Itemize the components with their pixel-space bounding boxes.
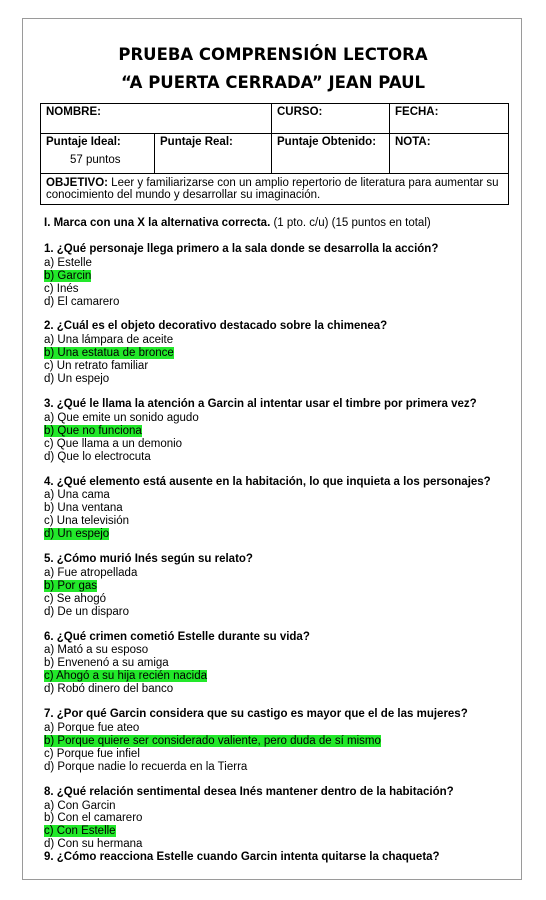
question-2 <box>44 320 514 386</box>
answer-option-text: d) Robó dinero del banco <box>44 683 174 696</box>
section-note: (1 pto. c/u) (15 puntos en total) <box>270 217 431 229</box>
answer-option-correct[interactable] <box>44 735 514 748</box>
answer-option[interactable] <box>44 334 514 347</box>
answer-option[interactable] <box>44 657 514 670</box>
answer-option-text: c) Un retrato familiar <box>44 360 149 373</box>
answer-option[interactable] <box>44 373 514 386</box>
puntaje-real-label: Puntaje Real: <box>160 136 233 148</box>
answer-option[interactable] <box>44 800 514 813</box>
answer-option[interactable] <box>44 722 514 735</box>
answer-option-text: b) Porque quiere ser considerado valiente, pero duda de sí mismo <box>44 734 381 747</box>
answer-option[interactable] <box>44 502 514 515</box>
puntaje-obtenido-label: Puntaje Obtenido: <box>277 136 377 148</box>
answer-option[interactable] <box>44 257 514 270</box>
answer-option[interactable] <box>44 567 514 580</box>
answer-option-text: b) Por gas <box>44 579 98 592</box>
answer-option[interactable] <box>44 360 514 373</box>
answer-option-text: c) Una televisión <box>44 515 130 528</box>
answer-option-correct[interactable] <box>44 528 514 541</box>
puntaje-ideal-value: 57 puntos <box>70 154 121 166</box>
answer-option-text: b) Una estatua de bronce <box>44 347 174 360</box>
question-9-text: 9. ¿Cómo reacciona Estelle cuando Garcin intenta quitarse la chaqueta? <box>44 851 440 864</box>
answer-option-text: d) Que lo electrocuta <box>44 450 151 463</box>
answer-option[interactable] <box>44 412 514 425</box>
objetivo-text: Leer y familiarizarse con un amplio repertorio de literatura para aumentar su conocimiento del mundo y desarrollar su imaginación. <box>46 177 499 201</box>
answer-option[interactable] <box>44 451 514 464</box>
answer-option-text: b) Garcin <box>44 269 92 282</box>
answer-option-text: a) Una lámpara de aceite <box>44 334 174 347</box>
puntaje-real-cell[interactable] <box>155 134 272 174</box>
student-info-table <box>40 103 509 205</box>
answer-option[interactable] <box>44 812 514 825</box>
fecha-cell[interactable] <box>390 104 509 134</box>
answer-option-text: a) Fue atropellada <box>44 566 138 579</box>
nombre-cell[interactable] <box>41 104 272 134</box>
answer-option-text: b) Envenenó a su amiga <box>44 657 169 670</box>
answer-option-text: a) Con Garcin <box>44 799 116 812</box>
question-text: 2. ¿Cuál es el objeto decorativo destacado sobre la chimenea? <box>44 320 388 333</box>
question-8 <box>44 786 514 852</box>
document-title: PRUEBA COMPRENSIÓN LECTORA <box>118 45 428 64</box>
answer-option-text: a) Mató a su esposo <box>44 644 149 657</box>
puntaje-obtenido-cell[interactable] <box>272 134 390 174</box>
answer-option[interactable] <box>44 515 514 528</box>
answer-option-correct[interactable] <box>44 270 514 283</box>
answer-option[interactable] <box>44 748 514 761</box>
answer-option[interactable] <box>44 761 514 774</box>
question-text: 1. ¿Qué personaje llega primero a la sala donde se desarrolla la acción? <box>44 242 439 255</box>
question-4 <box>44 476 514 542</box>
answer-option-text: a) Porque fue ateo <box>44 722 140 734</box>
answer-option-text: b) Una ventana <box>44 502 123 515</box>
question-text: 6. ¿Qué crimen cometió Estelle durante su vida? <box>44 630 310 643</box>
nota-label: NOTA: <box>395 136 431 148</box>
document-subtitle: “A PUERTA CERRADA” JEAN PAUL <box>120 73 426 92</box>
question-text: 8. ¿Qué relación sentimental desea Inés mantener dentro de la habitación? <box>44 785 454 798</box>
answer-option-text: d) El camarero <box>44 295 120 308</box>
answer-option-text: a) Estelle <box>44 256 92 269</box>
answer-option-correct[interactable] <box>44 580 514 593</box>
question-text: 4. ¿Qué elemento está ausente en la habitación, lo que inquieta a los personajes? <box>44 475 491 488</box>
question-6 <box>44 631 514 697</box>
answer-option-text: b) Que no funciona <box>44 424 142 437</box>
curso-cell[interactable] <box>272 104 390 134</box>
answer-option[interactable] <box>44 489 514 502</box>
nota-cell[interactable] <box>390 134 509 174</box>
answer-option-text: d) De un disparo <box>44 605 130 618</box>
answer-option-text: b) Con el camarero <box>44 812 143 825</box>
answer-option-correct[interactable] <box>44 825 514 838</box>
answer-option[interactable] <box>44 438 514 451</box>
question-3 <box>44 398 514 464</box>
puntaje-ideal-label: Puntaje Ideal: <box>46 136 121 148</box>
answer-option[interactable] <box>44 644 514 657</box>
question-text: 3. ¿Qué le llama la atención a Garcin al intentar usar el timbre por primera vez? <box>44 397 477 410</box>
answer-option-text: a) Que emite un sonido agudo <box>44 411 199 424</box>
answer-option-correct[interactable] <box>44 670 514 683</box>
section-instruction <box>44 217 514 230</box>
answer-option[interactable] <box>44 606 514 619</box>
answer-option-text: c) Inés <box>44 282 79 295</box>
answer-option[interactable] <box>44 683 514 696</box>
question-5 <box>44 553 514 619</box>
answer-option-text: d) Un espejo <box>44 528 110 541</box>
puntaje-ideal-cell <box>41 134 155 174</box>
answer-option[interactable] <box>44 838 514 851</box>
answer-option[interactable] <box>44 296 514 309</box>
question-7 <box>44 708 514 774</box>
answer-option-text: c) Con Estelle <box>44 825 116 838</box>
curso-label: CURSO: <box>277 106 323 118</box>
answer-option-text: d) Un espejo <box>44 373 110 386</box>
answer-option-correct[interactable] <box>44 347 514 360</box>
objetivo-cell <box>41 174 509 205</box>
answer-option[interactable] <box>44 283 514 296</box>
fecha-label: FECHA: <box>395 106 439 118</box>
objetivo-label: OBJETIVO: <box>46 177 108 189</box>
question-list <box>44 217 514 865</box>
question-text: 5. ¿Cómo murió Inés según su relato? <box>44 553 253 566</box>
answer-option-text: c) Ahogó a su hija recién nacida <box>44 670 208 683</box>
nombre-label: NOMBRE: <box>46 106 101 118</box>
question-1 <box>44 243 514 309</box>
answer-option-text: c) Porque fue infiel <box>44 747 140 760</box>
answer-option-text: d) Porque nadie lo recuerda en la Tierra <box>44 760 248 773</box>
answer-option-correct[interactable] <box>44 425 514 438</box>
answer-option[interactable] <box>44 593 514 606</box>
section-heading: I. Marca con una X la alternativa correcta. <box>44 217 271 229</box>
answer-option-text: a) Una cama <box>44 489 110 502</box>
answer-option-text: c) Se ahogó <box>44 592 107 605</box>
answer-option-text: c) Que llama a un demonio <box>44 437 183 450</box>
question-text: 7. ¿Por qué Garcin considera que su castigo es mayor que el de las mujeres? <box>44 708 468 721</box>
answer-option-text: d) Con su hermana <box>44 838 143 851</box>
